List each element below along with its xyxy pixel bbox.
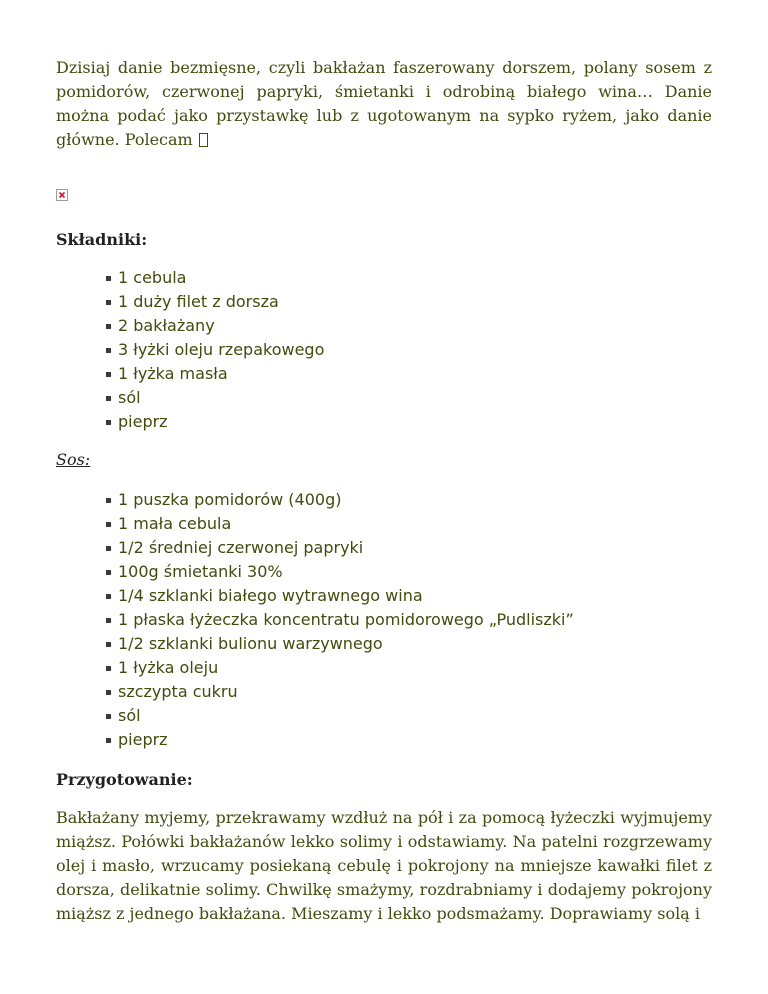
preparation-paragraph: Bakłażany myjemy, przekrawamy wzdłuż na pół i za pomocą łyżeczki wyjmujemy miąższ. Połówki bakłażanów lekko solimy i odstawiamy. Na patelni rozgrzewamy olej i masło, wrzucamy posiekaną cebulę i pokrojony na mniejsze kawałki filet z dorsza, delikatnie solimy. Chwilkę smażymy, rozdrabniamy i dodajemy pokrojony miąższ z jednego bakłażana. Mieszamy i lekko podsmażamy. Doprawiamy solą i xyxy=(56,808,712,923)
bullet-icon xyxy=(106,372,111,377)
list-item: sól xyxy=(106,386,712,410)
bullet-icon xyxy=(106,594,111,599)
bullet-icon xyxy=(106,666,111,671)
bullet-icon xyxy=(106,738,111,743)
bullet-icon xyxy=(106,276,111,281)
list-item: 1/4 szklanki białego wytrawnego wina xyxy=(106,584,712,608)
broken-image-x-icon xyxy=(57,190,67,200)
bullet-icon xyxy=(106,642,111,647)
list-item: sól xyxy=(106,704,712,728)
list-item: 1/2 szklanki bulionu warzywnego xyxy=(106,632,712,656)
bullet-icon xyxy=(106,570,111,575)
bullet-icon xyxy=(106,714,111,719)
list-item: 1 cebula xyxy=(106,266,712,290)
sauce-heading: Sos: xyxy=(56,450,91,469)
preparation-heading: Przygotowanie: xyxy=(56,770,193,789)
image-container xyxy=(56,186,712,202)
list-item: 2 bakłażany xyxy=(106,314,712,338)
list-item: pieprz xyxy=(106,410,712,434)
bullet-icon xyxy=(106,420,111,425)
bullet-icon xyxy=(106,396,111,401)
bullet-icon xyxy=(106,546,111,551)
sauce-list xyxy=(56,488,712,752)
bullet-icon xyxy=(106,498,111,503)
bullet-icon xyxy=(106,690,111,695)
broken-image-icon[interactable] xyxy=(56,189,68,201)
bullet-icon xyxy=(106,300,111,305)
list-item: 1 duży filet z dorsza xyxy=(106,290,712,314)
bullet-icon xyxy=(106,618,111,623)
list-item: 1 puszka pomidorów (400g) xyxy=(106,488,712,512)
list-item: 3 łyżki oleju rzepakowego xyxy=(106,338,712,362)
bullet-icon xyxy=(106,522,111,527)
intro-paragraph xyxy=(56,56,712,152)
list-item: 100g śmietanki 30% xyxy=(106,560,712,584)
list-item: 1 płaska łyżeczka koncentratu pomidorowego „Pudliszki” xyxy=(106,608,712,632)
ingredients-heading: Składniki: xyxy=(56,230,148,249)
list-item: pieprz xyxy=(106,728,712,752)
intro-text: Dzisiaj danie bezmięsne, czyli bakłażan faszerowany dorszem, polany sosem z pomidorów, czerwonej papryki, śmietanki i odrobiną białego wina… Danie można podać jako przystawkę lub z ugotowanym na sypko ryżem, jako danie główne. Polecam xyxy=(56,58,712,149)
bullet-icon xyxy=(106,324,111,329)
bullet-icon xyxy=(106,348,111,353)
list-item: 1 mała cebula xyxy=(106,512,712,536)
list-item: 1/2 średniej czerwonej papryki xyxy=(106,536,712,560)
missing-glyph-icon xyxy=(199,133,208,147)
list-item: 1 łyżka masła xyxy=(106,362,712,386)
list-item: szczypta cukru xyxy=(106,680,712,704)
ingredients-list xyxy=(56,266,712,434)
list-item: 1 łyżka oleju xyxy=(106,656,712,680)
